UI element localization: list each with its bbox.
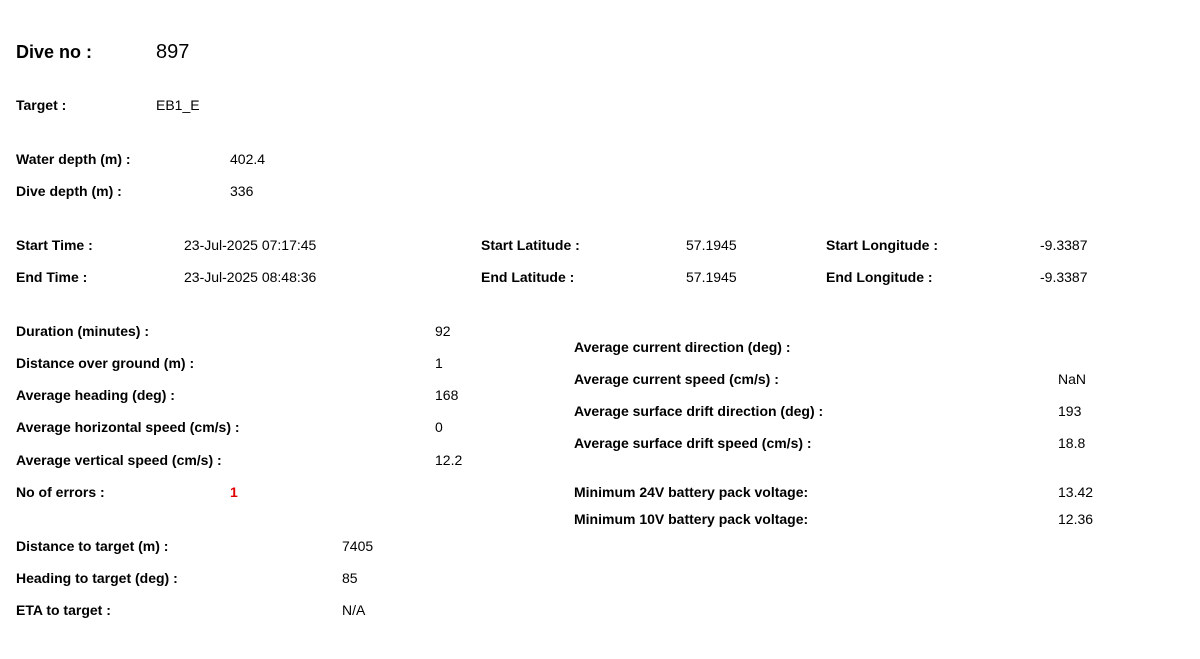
average-surface-drift-speed-value: 18.8 [1058,435,1086,451]
min-24v-battery-value: 13.42 [1058,484,1094,500]
target-value: EB1_E [156,97,200,113]
start-longitude-value: -9.3387 [1040,237,1088,253]
heading-to-target-label: Heading to target (deg) : [16,570,178,586]
end-time-label: End Time : [16,269,88,285]
min-10v-battery-label: Minimum 10V battery pack voltage: [574,511,809,527]
distance-over-ground-label: Distance over ground (m) : [16,355,195,371]
min-24v-battery-label: Minimum 24V battery pack voltage: [574,484,809,500]
dive-depth-label: Dive depth (m) : [16,183,122,199]
water-depth-label: Water depth (m) : [16,151,131,167]
dive-no-value: 897 [156,41,190,63]
water-depth-value: 402.4 [230,151,266,167]
min-10v-battery-value: 12.36 [1058,511,1094,527]
average-current-speed-label: Average current speed (cm/s) : [574,371,779,387]
average-horizontal-speed-label: Average horizontal speed (cm/s) : [16,419,240,435]
dive-depth-value: 336 [230,183,254,199]
end-time-value: 23-Jul-2025 08:48:36 [184,269,317,285]
end-longitude-value: -9.3387 [1040,269,1088,285]
errors-label: No of errors : [16,484,105,500]
end-latitude-label: End Latitude : [481,269,575,285]
average-current-speed-value: NaN [1058,371,1087,387]
average-surface-drift-direction-label: Average surface drift direction (deg) : [574,403,824,419]
dive-no-label: Dive no : [16,42,93,62]
average-current-direction-label: Average current direction (deg) : [574,339,791,355]
eta-to-target-value: N/A [342,602,366,618]
errors-value: 1 [230,484,238,500]
average-surface-drift-direction-value: 193 [1058,403,1082,419]
start-latitude-label: Start Latitude : [481,237,580,253]
end-longitude-label: End Longitude : [826,269,933,285]
duration-value: 92 [435,323,451,339]
average-heading-label: Average heading (deg) : [16,387,175,403]
distance-over-ground-value: 1 [435,355,443,371]
average-vertical-speed-label: Average vertical speed (cm/s) : [16,452,222,468]
start-longitude-label: Start Longitude : [826,237,938,253]
end-latitude-value: 57.1945 [686,269,737,285]
eta-to-target-label: ETA to target : [16,602,111,618]
duration-label: Duration (minutes) : [16,323,149,339]
target-label: Target : [16,97,67,113]
start-time-value: 23-Jul-2025 07:17:45 [184,237,317,253]
average-horizontal-speed-value: 0 [435,419,443,435]
distance-to-target-value: 7405 [342,538,374,554]
heading-to-target-value: 85 [342,570,358,586]
distance-to-target-label: Distance to target (m) : [16,538,169,554]
start-time-label: Start Time : [16,237,93,253]
average-vertical-speed-value: 12.2 [435,452,463,468]
average-heading-value: 168 [435,387,459,403]
average-surface-drift-speed-label: Average surface drift speed (cm/s) : [574,435,812,451]
start-latitude-value: 57.1945 [686,237,737,253]
